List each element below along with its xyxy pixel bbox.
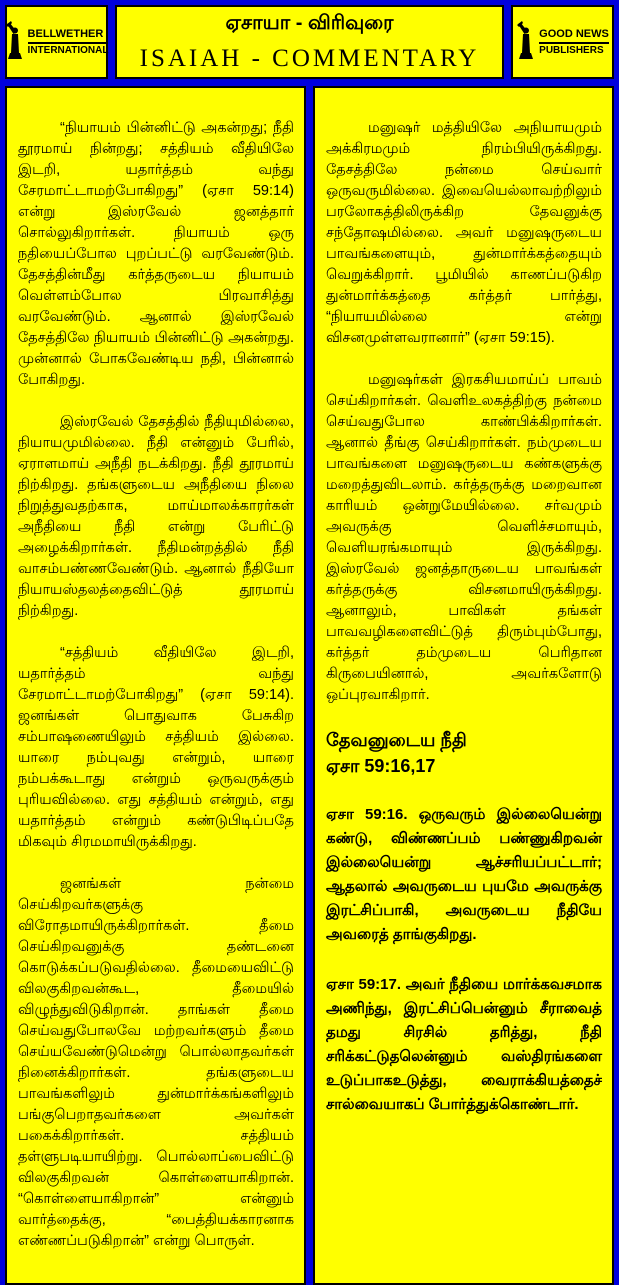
- page-title-tamil: ஏசாயா - விரிவுரை: [225, 11, 394, 34]
- bellwether-logo-line1: BELLWETHER: [28, 29, 109, 44]
- right-column: [313, 86, 614, 1285]
- paragraph: மனுஷர் மத்தியிலே அநியாயமும் அக்கிரமமும் நிரம்பியிருக்கிறது. தேசத்திலே நன்மை செய்வார் ஒருவருமில்லை. இவையெல்லாவற்றிலும் பரலோகத்திலிருக்கிற தேவனுக்கு சந்தோஷமில்லை. அவர் மனுஷருடைய பாவங்களையும், துன்மார்க்கத்தையும் வெறுக்கிறார். பூமியில் காணப்படுகிற துன்மார்க்கத்தை கர்த்தர் பார்த்து, “நியாயமில்லை என்று விசனமுள்ளவரானார்” (ஏசா 59:15).: [326, 120, 602, 346]
- bellwether-logo-text: [28, 29, 109, 56]
- section-heading-line1: தேவனுடைய நீதி: [326, 730, 467, 750]
- verse-paragraph: ஏசா 59:16. ஒருவரும் இல்லையென்று கண்டு, விண்ணப்பம் பண்ணுகிறவன் இல்லையென்று ஆச்சரியப்பட்டார்; ஆதலால் அவருடைய புயமே அவருக்கு இரட்சிப்பாகி, அவருடைய நீதியே அவரைத் தாங்குகிறது.: [326, 806, 602, 943]
- left-column: [5, 86, 306, 1285]
- paragraph: இஸ்ரவேல் தேசத்தில் நீதியுமில்லை, நியாயமுமில்லை. நீதி என்னும் பேரில், ஏராளமாய் அநீதி நடக்கிறது. நீதி தூரமாய் நிற்கிறது. தங்களுடைய அநீதியை நிலை நிறுத்துவதற்காக, மாய்மாலக்காரர்கள் அநீதியை நீதி என்று பேரிட்டு அழைக்கிறார்கள். நீதிமன்றத்தில் நீதி வாசம்பண்ணவேண்டும். ஆனால் நீதியோ நியாயஸ்தலத்தைவிட்டுத் தூரமாய் நிற்கிறது.: [18, 414, 294, 619]
- header: [5, 5, 614, 79]
- paragraph: ஜனங்கள் நன்மை செய்கிறவர்களுக்கு விரோதமாயிருக்கிறார்கள். தீமை செய்கிறவனுக்கு தண்டனை கொடுக்கப்படுவதில்லை. தீமையைவிட்டு விலகுகிறவன்கூட, தீமையில் விழுந்துவிடுகிறான். தாங்கள் தீமை செய்வதுபோலவே மற்றவர்களும் தீமை செய்யவேண்டுமென்று பொல்லாதவர்கள் நினைக்கிறார்கள். தங்களுடைய பாவங்களிலும் துன்மார்க்கங்களிலும் பங்குபெறாதவர்களை அவர்கள் பகைக்கிறார்கள். சத்தியம் தள்ளுபடியாயிற்று. பொல்லாப்பைவிட்டு விலகுகிறவன் கொள்ளையாகிறான். “கொள்ளையாகிறான்” என்னும் வார்த்தைக்கு, “பைத்தியக்காரனாக எண்ணப்படுகிறான்” என்று பொருள்.: [18, 876, 294, 1249]
- good-news-logo-line1: GOOD NEWS: [539, 29, 609, 44]
- good-news-logo-line2: PUBLISHERS: [539, 44, 604, 56]
- section-heading: [326, 727, 602, 779]
- paragraph: மனுஷர்கள் இரகசியமாய்ப் பாவம் செய்கிறார்கள். வெளிஉலகத்திற்கு நன்மை செய்வதுபோல காண்பிக்கிறார்கள். ஆனால் தீங்கு செய்கிறார்கள். நம்முடைய பாவங்களை மனுஷருடைய கண்களுக்கு மறைத்துவிடலாம். கர்த்தருக்கு மறைவான காரியம் ஒன்றுமேயில்லை. சர்வமும் அவருக்கு வெளிச்சமாயும், வெளியரங்கமாயும் இருக்கிறது. இஸ்ரவேல் ஜனத்தாருடைய பாவங்கள் கர்த்தருக்கு விசனமாயிருக்கிறது. ஆனாலும், பாவிகள் தங்கள் பாவவழிகளைவிட்டுத் திரும்பும்போது, கர்த்தர் தம்முடைய பெரிதான கிருபையினால், அவர்களோடு ஒப்புரவாகிறார்.: [326, 372, 602, 703]
- bellwether-logo-line2: INTERNATIONAL: [27, 44, 109, 56]
- bellwether-logo: [5, 5, 108, 79]
- paragraph: “சத்தியம் வீதியிலே இடறி, யதார்த்தம் வந்து சேரமாட்டாமற்போகிறது” (ஏசா 59:14). ஜனங்கள் பொதுவாக பேசுகிற சம்பாஷணையிலும் சத்தியம் இல்லை. யாரை நம்புவது என்றும், யாரை நம்பக்கூடாது என்றும் ஒருவருக்கும் புரியவில்லை. எது சத்தியம் என்றும், எது யதார்த்தம் என்றும் கண்டுபிடிப்பதே மிகவும் சிரமமாயிருக்கிறது.: [18, 645, 294, 850]
- title-panel: [115, 5, 504, 79]
- paragraph: “நியாயம் பின்னிட்டு அகன்றது; நீதி தூரமாய் நின்றது; சத்தியம் வீதியிலே இடறி, யதார்த்தம் வந்து சேரமாட்டாமற்போகிறது” (ஏசா 59:14) என்று இஸ்ரவேல் ஜனத்தார் சொல்லுகிறார்கள். நியாயம் ஒரு நதியைப்போல புறப்பட்டு வரவேண்டும். தேசத்தின்மீது கர்த்தருடைய நியாயம் வெள்ளம்போல பிரவாசித்து வரவேண்டும். ஆனால் இஸ்ரவேல் தேசத்திலே நியாயம் பின்னிட்டு அகன்றது. முன்னால் போகவேண்டிய நதி, பின்னால் போகிறது.: [18, 120, 294, 388]
- section-heading-line2: ஏசா 59:16,17: [326, 756, 436, 776]
- page-title-english: ISAIAH - COMMENTARY: [139, 44, 480, 72]
- good-news-logo: [511, 5, 614, 79]
- statue-icon: [5, 21, 25, 64]
- statue-icon: [516, 21, 536, 64]
- body: [5, 86, 614, 1285]
- good-news-logo-text: [539, 29, 609, 56]
- verse-paragraph: ஏசா 59:17. அவர் நீதியை மார்க்கவசமாக அணிந்து, இரட்சிப்பென்னும் சீராவைத் தமது சிரசில் தரித்து, நீதி சரிக்கட்டுதலென்னும் வஸ்திரங்களை உடுப்பாகஉடுத்து, வைராக்கியத்தைச் சால்வையாகப் போர்த்துக்கொண்டார்.: [326, 976, 602, 1113]
